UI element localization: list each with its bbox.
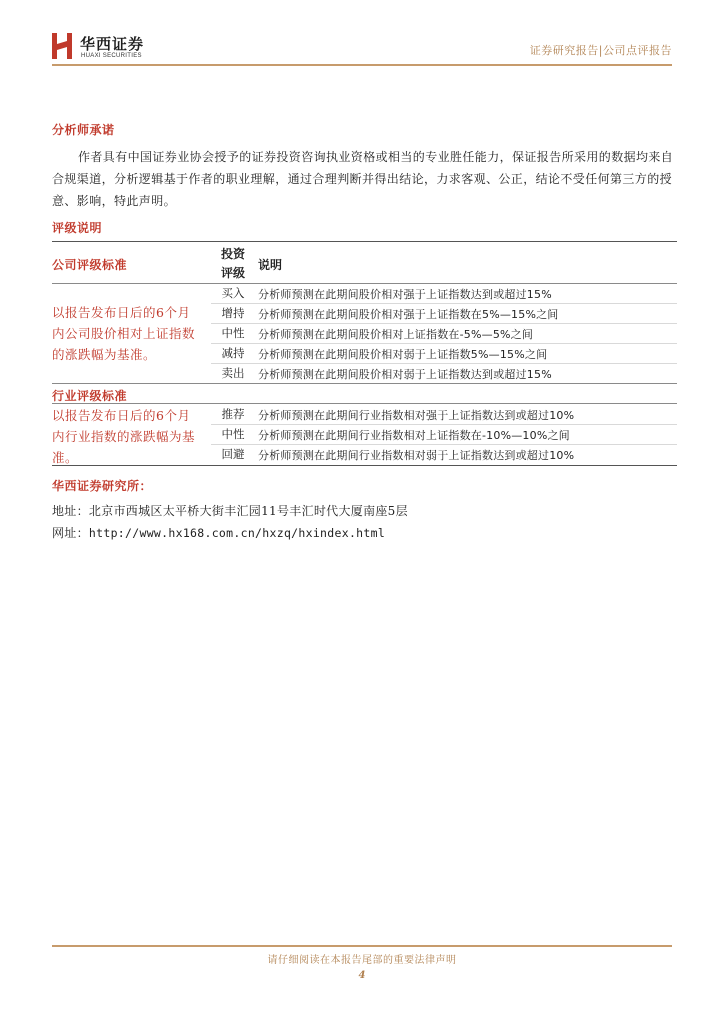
rating-cell: 推荐 [221, 407, 245, 421]
row-divider [211, 424, 677, 425]
huaxi-logo-icon [52, 33, 72, 59]
row-divider [211, 343, 677, 344]
industry-rating-header: 行业评级标准 [52, 389, 128, 403]
rating-title: 评级说明 [52, 221, 103, 235]
table-bottom-rule [52, 465, 677, 466]
rating-cell: 中性 [221, 326, 245, 340]
commitment-body: 作者具有中国证券业协会授予的证券投资咨询执业资格或相当的专业胜任能力，保证报告所采用的数据均来自合规渠道，分析逻辑基于作者的职业理解，通过合理判断并得出结论，力求客观、公正，结论不受任何第三方的授意、影响，特此声明。 [52, 150, 674, 208]
rating-cell: 增持 [221, 306, 245, 320]
table-header-rule [52, 283, 677, 284]
footer-notice: 请仔细阅读在本报告尾部的重要法律声明 [267, 955, 457, 966]
website-link[interactable]: http://www.hx168.com.cn/hxzq/hxindex.html [88, 526, 386, 540]
rating-cell: 回避 [221, 447, 245, 461]
desc-cell: 分析师预测在此期间股价相对弱于上证指数达到或超过15% [258, 368, 552, 381]
table-top-rule [52, 241, 677, 242]
row-divider [211, 444, 677, 445]
rating-cell: 卖出 [221, 366, 245, 380]
desc-cell: 分析师预测在此期间行业指数相对上证指数在-10%—10%之间 [258, 429, 570, 442]
header-divider [52, 64, 672, 66]
company-name-en: HUAXI SECURITIES [81, 53, 142, 59]
rating-col-header-2: 评级 [220, 266, 245, 280]
desc-cell: 分析师预测在此期间行业指数相对弱于上证指数达到或超过10% [258, 449, 575, 462]
page-number: 4 [358, 970, 366, 981]
desc-cell: 分析师预测在此期间股价相对上证指数在-5%—5%之间 [258, 328, 534, 341]
desc-cell: 分析师预测在此期间股价相对弱于上证指数5%—15%之间 [258, 348, 548, 361]
institute-address: 地址：北京市西城区太平桥大街丰汇园11号丰汇时代大厦南座5层 [52, 504, 408, 518]
footer-divider [52, 945, 672, 947]
institute-title: 华西证券研究所： [52, 479, 153, 493]
rating-cell: 中性 [221, 427, 245, 441]
commitment-title: 分析师承诺 [52, 123, 115, 137]
company-basis: 以报告发布日后的6个月内公司股价相对上证指数的涨跌幅为基准。 [52, 305, 196, 362]
company-name-cn: 华西证券 [80, 35, 145, 53]
section-divider [52, 383, 677, 384]
report-type: 证券研究报告|公司点评报告 [529, 44, 672, 57]
rating-cell: 买入 [221, 286, 245, 300]
rating-col-header-1: 投资 [220, 247, 245, 261]
desc-cell: 分析师预测在此期间股价相对强于上证指数在5%—15%之间 [258, 308, 559, 321]
website-label: 网址： [52, 526, 89, 540]
company-rating-header: 公司评级标准 [52, 258, 128, 272]
desc-cell: 分析师预测在此期间股价相对强于上证指数达到或超过15% [258, 288, 552, 301]
row-divider [211, 363, 677, 364]
row-divider [211, 303, 677, 304]
row-divider [211, 323, 677, 324]
rating-cell: 减持 [221, 346, 245, 360]
desc-cell: 分析师预测在此期间行业指数相对强于上证指数达到或超过10% [258, 409, 575, 422]
industry-header-rule [52, 403, 677, 404]
desc-col-header: 说明 [258, 258, 283, 272]
industry-basis: 以报告发布日后的6个月内行业指数的涨跌幅为基准。 [52, 408, 196, 465]
institute-website [52, 524, 385, 541]
